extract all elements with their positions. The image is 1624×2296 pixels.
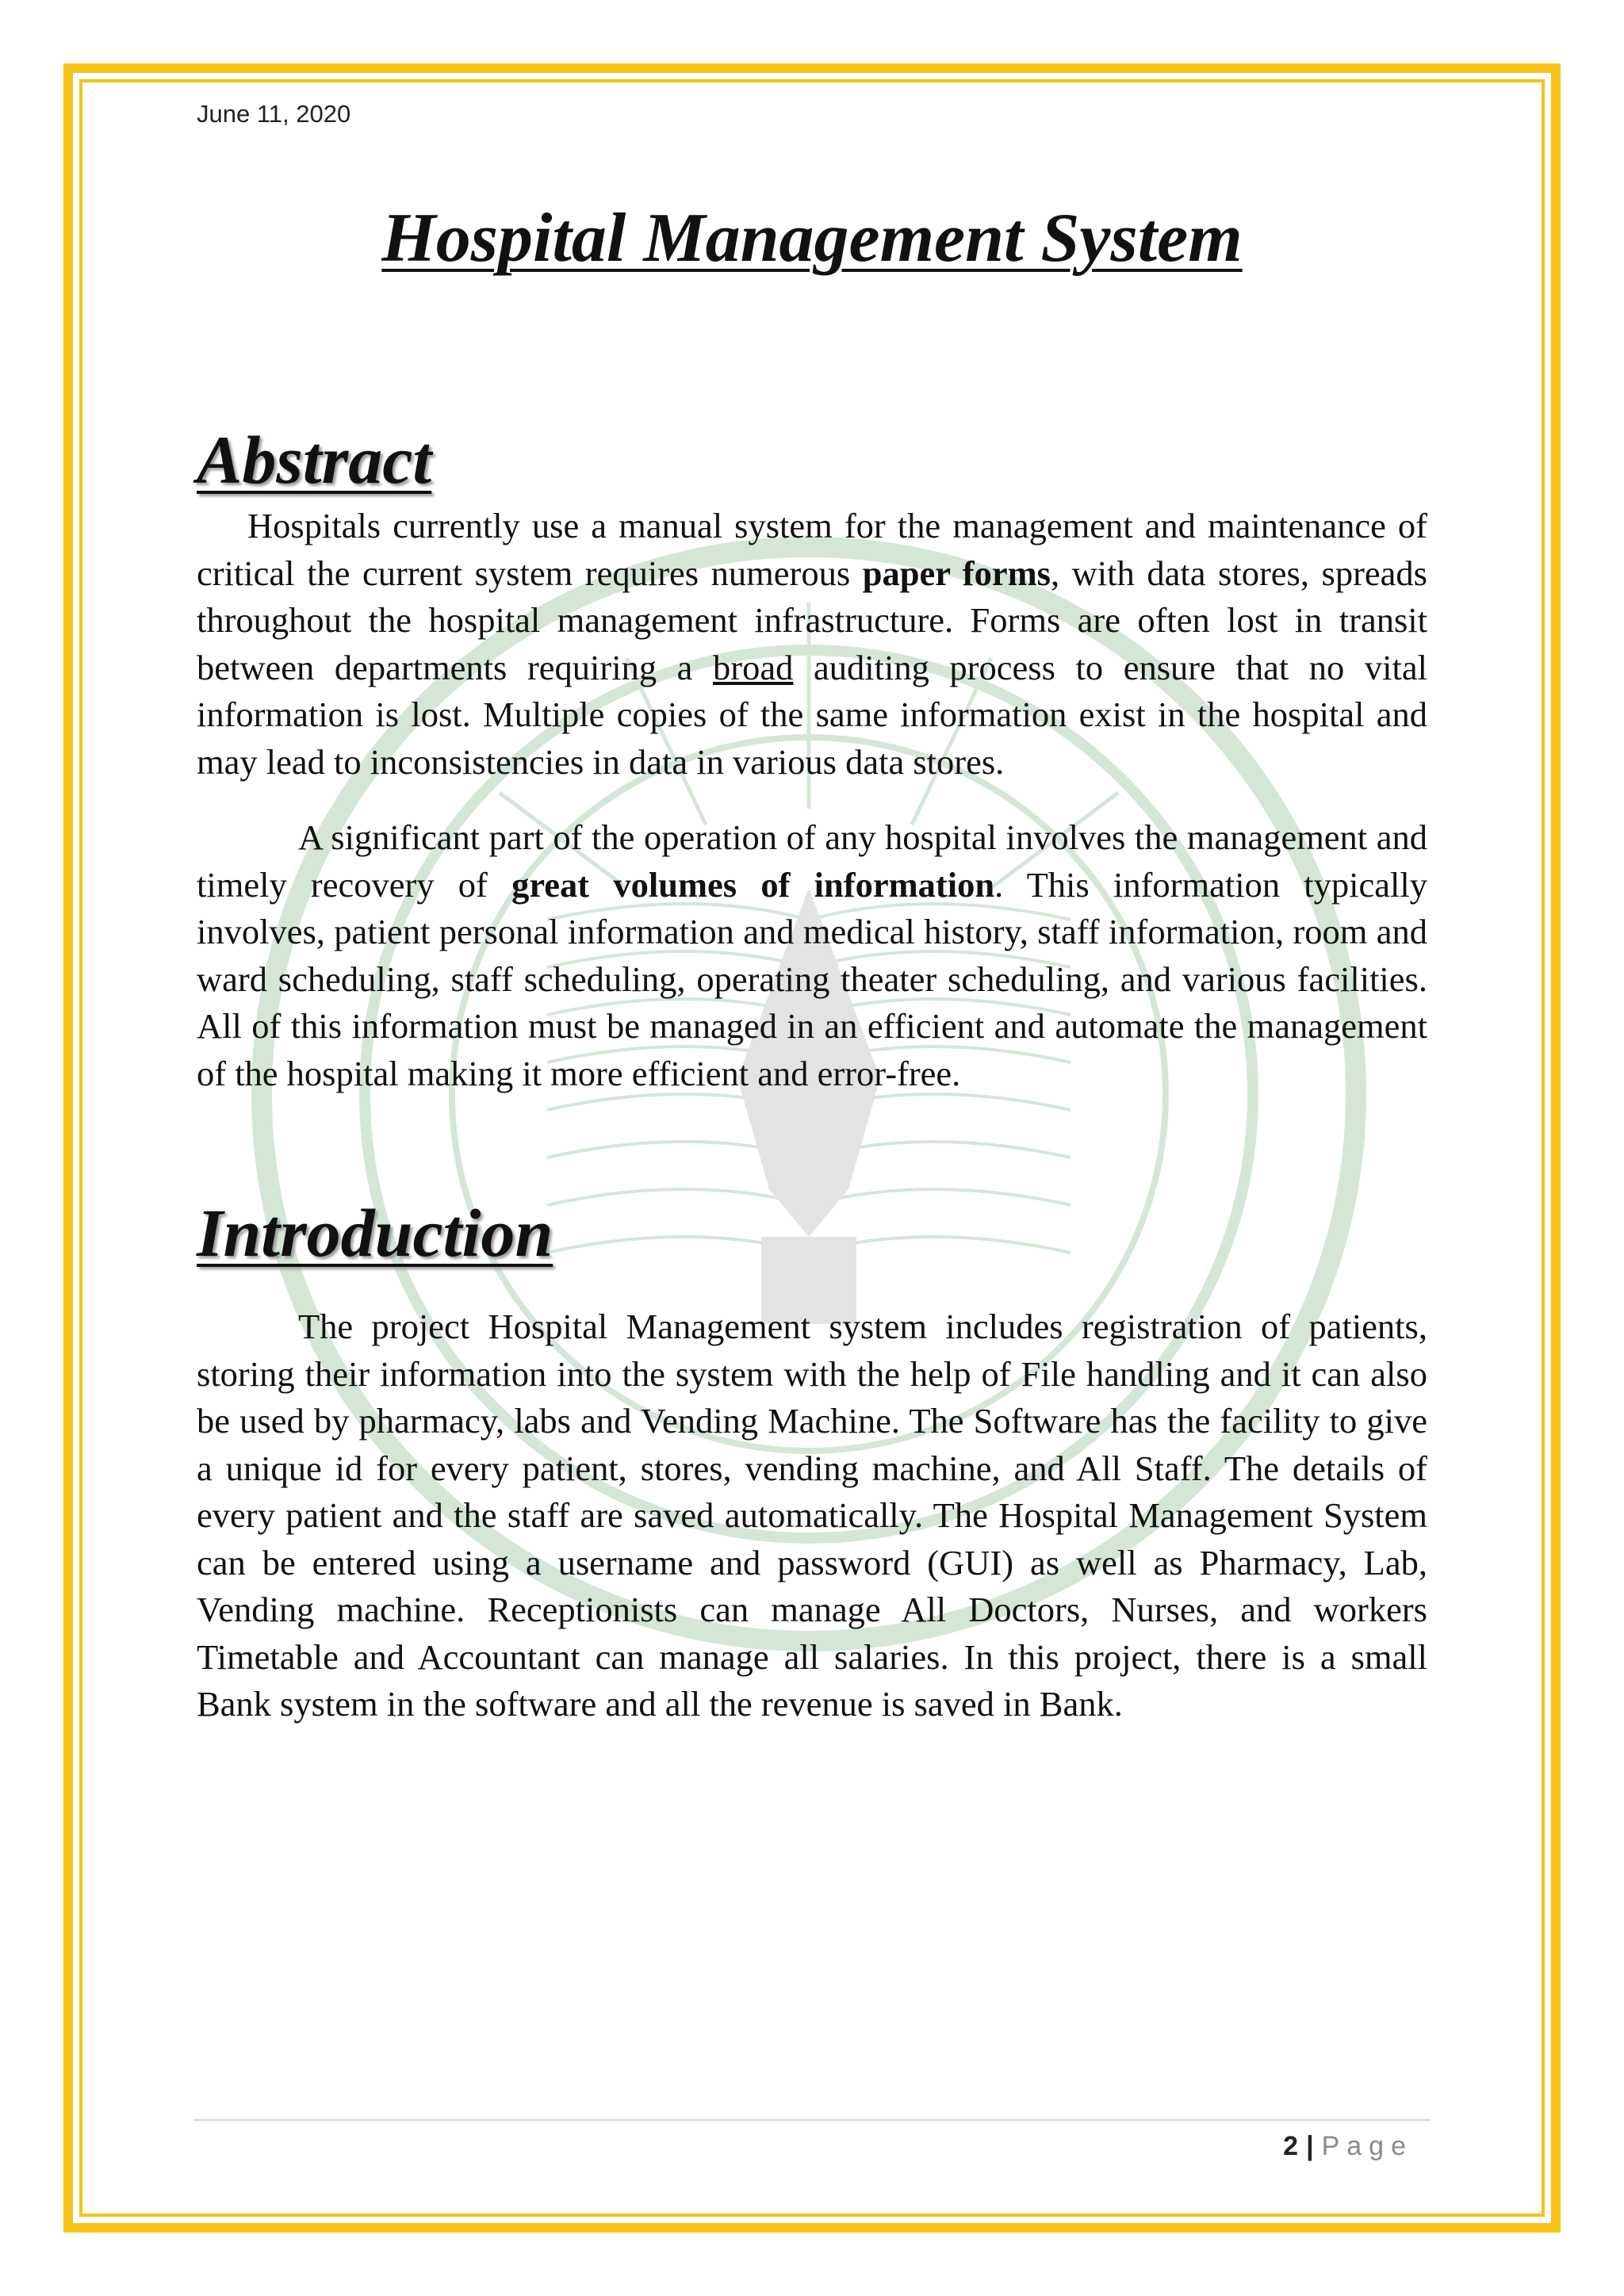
abstract-p2-bold: great volumes of information — [511, 864, 995, 905]
abstract-heading: Abstract — [197, 422, 432, 498]
footer-separator: | — [1306, 2131, 1314, 2161]
header-date: June 11, 2020 — [197, 100, 351, 128]
abstract-p2-text-a: A significant part of the operation of any hospital involves the management and timely recovery of — [197, 817, 1427, 905]
document-title: Hospital Management System — [381, 200, 1243, 277]
page-footer — [1283, 2131, 1413, 2162]
abstract-p1-text-c: auditing process to ensure that no vital information is lost. Multiple copies of the same information exist in the hospital and may lead to inconsistencies in data in various data stores. — [197, 647, 1428, 782]
abstract-p1-text-a: Hospitals currently use a manual system for the management and maintenance of critical the current system requires numerous — [197, 506, 1427, 593]
footer-divider — [193, 2119, 1431, 2121]
abstract-p1-bold: paper forms — [862, 553, 1051, 593]
page-number: 2 — [1283, 2131, 1299, 2161]
page-label: Page — [1321, 2131, 1413, 2161]
introduction-paragraph: The project Hospital Management system includes registration of patients, storing their information into the system with the help of File handling and it can also be used by pharmacy, labs and Vending Machine. The Software has the facility to give a unique id for every patient, stores, vending machine, and All Staff. The details of every patient and the staff are saved automatically. The Hospital Management System can be entered using a username and password (GUI) as well as Pharmacy, Lab, Vending machine. Receptionists can manage All Doctors, Nurses, and workers Timetable and Accountant can manage all salaries. In this project, there is a small Bank system in the software and all the revenue is saved in Bank. — [197, 1307, 1427, 1724]
abstract-p2-text-b: . This information typically involves, patient personal information and medical history, staff information, room and ward scheduling, staff scheduling, operating theater scheduling, and various facilities. All of this information must be managed in an efficient and automate the management of the hospital making it more efficient and error-free. — [197, 864, 1427, 1093]
abstract-paragraph-1 — [197, 503, 1427, 786]
introduction-heading: Introduction — [197, 1195, 553, 1271]
abstract-p1-underline: broad — [713, 647, 794, 687]
abstract-p1-text-b: , with data stores, spreads throughout the hospital management infrastructure. Forms are often lost in transit between departments requiring a — [197, 553, 1427, 687]
abstract-paragraph-2 — [197, 814, 1427, 1097]
